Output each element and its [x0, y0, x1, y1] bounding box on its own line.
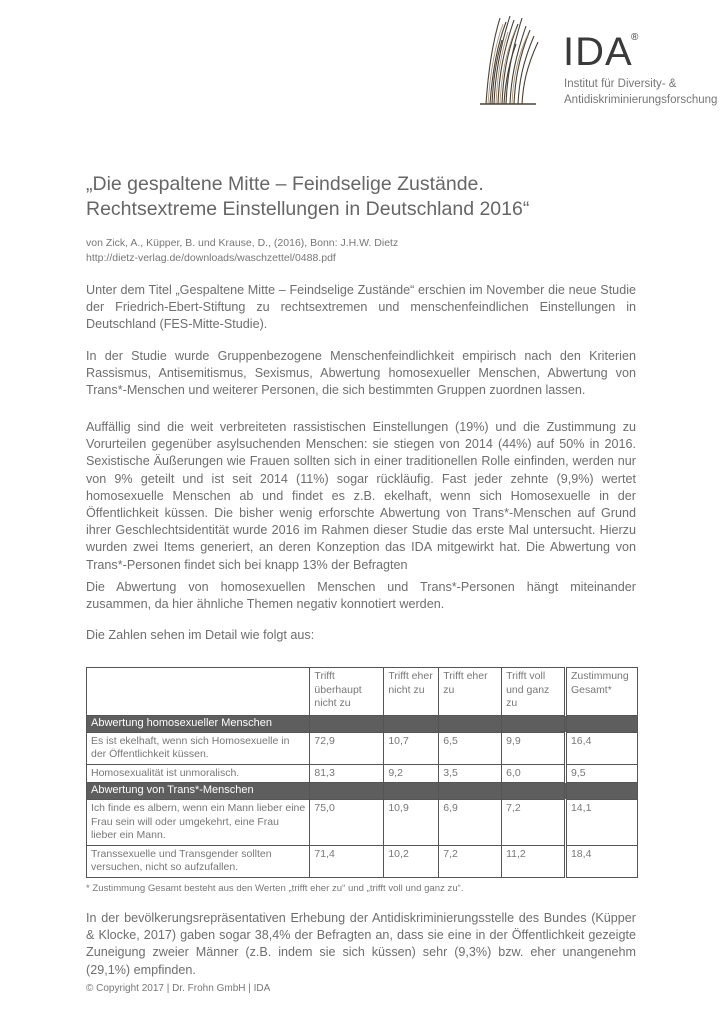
header-trifft-eher-zu: Trifft eher zu [439, 668, 502, 716]
cell-value: 10,7 [384, 732, 439, 764]
ida-logo [478, 14, 718, 114]
copyright-footer: © Copyright 2017 | Dr. Frohn GmbH | IDA [86, 983, 271, 994]
document-title [86, 172, 646, 222]
cell-value-total: 18,4 [565, 845, 637, 877]
cell-value: 75,0 [310, 799, 384, 845]
header-statement [87, 668, 310, 716]
row-statement: Es ist ekelhaft, wenn sich Homosexuelle in der Öffentlichkeit küssen. [87, 732, 310, 764]
row-statement: Transsexuelle und Transgender sollten versuchen, nicht so aufzufallen. [87, 845, 310, 877]
citation-url[interactable]: http://dietz-verlag.de/downloads/waschzettel/0488.pdf [86, 252, 336, 264]
row-statement: Homosexualität ist unmoralisch. [87, 764, 310, 783]
row-statement: Ich finde es albern, wenn ein Mann lieber eine Frau sein will oder umgekehrt, eine Frau lieber ein Mann. [87, 799, 310, 845]
header-trifft-eher-nicht-zu: Trifft eher nicht zu [384, 668, 439, 716]
section-title: Abwertung von Trans*-Menschen [87, 783, 310, 800]
cell-value: 10,2 [384, 845, 439, 877]
cell-value: 6,5 [439, 732, 502, 764]
registered-mark: ® [631, 32, 639, 43]
section-title: Abwertung homosexueller Menschen [87, 716, 310, 733]
paragraph-correlation: Die Abwertung von homosexuellen Menschen und Trans*-Personen hängt miteinander zusammen, da hier ähnliche Themen negativ konnotiert werden. [86, 580, 636, 612]
header-zustimmung-gesamt: Zustimmung Gesamt* [565, 668, 637, 716]
table-header-row [87, 668, 638, 716]
cell-value: 72,9 [310, 732, 384, 764]
header-trifft-ueberhaupt-nicht-zu: Trifft überhaupt nicht zu [310, 668, 384, 716]
header-trifft-voll-und-ganz-zu: Trifft voll und ganz zu [502, 668, 566, 716]
cell-value: 6,0 [502, 764, 566, 783]
survey-results-table [86, 667, 638, 878]
paragraph-table-intro: Die Zahlen sehen im Detail wie folgt aus: [86, 628, 315, 642]
grass-logo-icon [478, 14, 548, 106]
cell-value: 10,9 [384, 799, 439, 845]
cell-value: 7,2 [502, 799, 566, 845]
table-row [87, 845, 638, 877]
title-line2: Rechtsextreme Einstellungen in Deutschland 2016“ [86, 198, 530, 220]
citation [86, 236, 398, 266]
cell-value: 6,9 [439, 799, 502, 845]
table-row [87, 732, 638, 764]
citation-authors: von Zick, A., Küpper, B. und Krause, D., (2016), Bonn: J.H.W. Dietz [86, 237, 399, 249]
cell-value-total: 9,5 [565, 764, 637, 783]
paragraph-criteria: In der Studie wurde Gruppenbezogene Menschenfeindlichkeit empirisch nach den Kriterien Rassismus, Antisemitismus, Sexismus, Abwertung homosexueller Menschen, Abwertung von Trans*-Menschen und weiterer Personen, die sich bestimmten Gruppen zuordnen lassen. [86, 349, 636, 398]
table-footnote: * Zustimmung Gesamt besteht aus den Werten „trifft eher zu“ und „trifft voll und ganz zu“. [86, 883, 464, 894]
paragraph-intro: Unter dem Titel „Gespaltene Mitte – Feindselige Zustände“ erschien im November die neue Studie der Friedrich-Ebert-Stiftung zu rechtsextremen und menschenfeindlichen Einstellungen in Deutschland (FES-Mitte-Studie). [86, 283, 636, 332]
logo-name: IDA [563, 30, 633, 74]
cell-value: 9,9 [502, 732, 566, 764]
title-line1: „Die gespaltene Mitte – Feindselige Zustände. [86, 173, 484, 195]
section-header-row [87, 783, 638, 800]
logo-subtitle-line1: Institut für Diversity- & [564, 78, 677, 90]
cell-value-total: 16,4 [565, 732, 637, 764]
table-row [87, 764, 638, 783]
cell-value: 71,4 [310, 845, 384, 877]
cell-value: 81,3 [310, 764, 384, 783]
cell-value: 9,2 [384, 764, 439, 783]
cell-value-total: 14,1 [565, 799, 637, 845]
cell-value: 3,5 [439, 764, 502, 783]
cell-value: 7,2 [439, 845, 502, 877]
section-header-row [87, 716, 638, 733]
paragraph-ads-survey: In der bevölkerungsrepräsentativen Erhebung der Antidiskriminierungsstelle des Bundes (Küpper & Klocke, 2017) gaben sogar 38,4% der Befragten an, dass sie eine in der Öffentlichkeit gezeigte Zuneigung zweier Männer (z.B. indem sie sich küssen) sehr (9,3%) bzw. eher unangenehm (29,1%) empfinden. [86, 911, 636, 977]
table-row [87, 799, 638, 845]
cell-value: 11,2 [502, 845, 566, 877]
paragraph-findings: Auffällig sind die weit verbreiteten rassistischen Einstellungen (19%) und die Zustimmung zu Vorurteilen gegenüber asylsuchenden Menschen: sie stiegen von 2014 (44%) auf 50% in 2016. Sexistische Äußerungen wie Frauen sollten sich in einer traditionellen Rolle einfinden, werden nur von 9% geteilt und ist seit 2014 (11%) sogar rückläufig. Fast jeder zehnte (9,9%) wertet homosexuelle Menschen ab und findet es z.B. ekelhaft, wenn sich Homosexuelle in der Öffentlichkeit küssen. Die bisher wenig erforschte Abwertung von Trans*-Menschen auf Grund ihrer Geschlechtsidentität wurde 2016 im Rahmen dieser Studie das erste Mal untersucht. Hierzu wurden zwei Items generiert, an deren Konzeption das IDA mitgewirkt hat. Die Abwertung von Trans*-Personen findet sich bei knapp 13% der Befragten [86, 420, 636, 572]
logo-subtitle-line2: Antidiskriminierungsforschung [564, 94, 718, 106]
